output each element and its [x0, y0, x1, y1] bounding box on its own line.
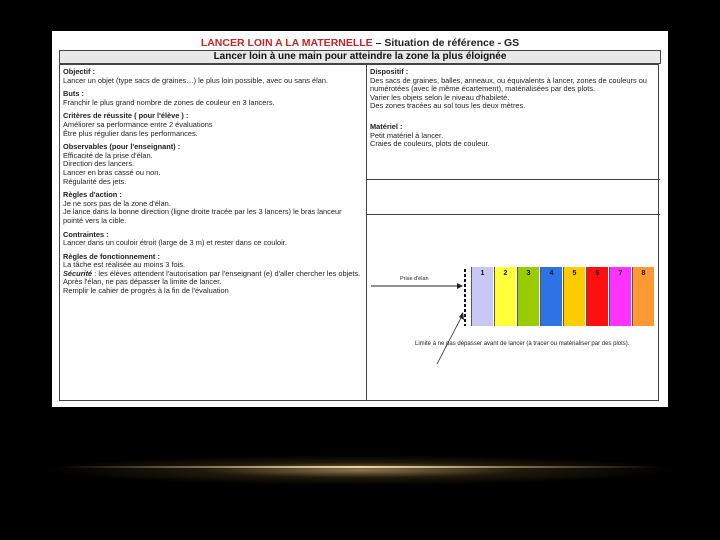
criteres-block — [63, 112, 361, 138]
observables-block — [63, 143, 361, 186]
observables-line: Direction des lancers. — [63, 159, 135, 169]
observables-heading: Observables (pour l'enseignant) : — [63, 142, 181, 152]
zone-4 — [540, 267, 562, 326]
bottom-glow — [40, 455, 680, 485]
zone-number: 2 — [503, 270, 508, 277]
prise-elan-label: Prise d'élan — [400, 276, 429, 282]
buts-block — [63, 90, 361, 107]
buts-heading: Buts : — [63, 89, 84, 99]
contraintes-text: Lancer dans un couloir étroit (large de 3 m) et rester dans ce couloir. — [63, 238, 287, 248]
securite-text: : les élèves attendent l'autorisation par l'enseignant (e) d'aller chercher les objets. — [92, 268, 361, 278]
zone-number: 4 — [549, 270, 554, 277]
zone-2 — [494, 267, 516, 326]
fonctionnement-line: Remplir le cahier de progrès à la fin de l'évaluation — [63, 286, 229, 296]
zone-6 — [586, 267, 608, 326]
elan-arrow-head — [457, 283, 463, 289]
observables-line: Efficacité de la prise d'élan. — [63, 150, 153, 160]
limit-note: Limite à ne pas dépasser avant de lancer (à tracer ou matérialiser par des plots). — [415, 341, 630, 347]
objectif-heading: Objectif : — [63, 67, 96, 76]
observables-line: Lancer en bras cassé ou non. — [63, 167, 161, 177]
row-divider-1 — [366, 179, 660, 180]
regles-action-heading: Règles d'action : — [63, 190, 122, 200]
dispositif-line: Des zones tracées au sol tous les deux mètres. — [370, 101, 526, 111]
buts-text: Franchir le plus grand nombre de zones de couleur en 3 lancers. — [63, 97, 275, 107]
materiel-block — [370, 123, 655, 149]
zone-1 — [471, 267, 493, 326]
zone-5 — [563, 267, 585, 326]
objectif-text: Lancer un objet (type sacs de graines…) le plus loin possible, avec ou sans élan. — [63, 75, 328, 85]
contraintes-block — [63, 231, 361, 248]
throwing-diagram — [367, 214, 658, 400]
zone-7 — [609, 267, 631, 326]
regles-action-block — [63, 191, 361, 225]
materiel-line: Craies de couleurs, plots de couleur. — [370, 139, 490, 149]
fonctionnement-line: La tâche est réalisée au moins 3 fois. — [63, 260, 186, 270]
zone-number: 3 — [526, 270, 531, 277]
securite-label: Sécurité — [63, 268, 93, 278]
dispositif-block — [370, 68, 655, 111]
criteres-line: Être plus régulier dans les performances. — [63, 128, 198, 138]
dispositif-heading: Dispositif : — [370, 67, 409, 76]
fonctionnement-block — [63, 253, 361, 296]
materiel-line: Petit matériel à lancer. — [370, 130, 444, 140]
situation-table — [59, 64, 659, 401]
title-main: LANCER LOIN A LA MATERNELLE — [200, 37, 373, 49]
dispositif-line: Des sacs de graines, balles, anneaux, ou équivalents à lancer, zones de couleurs ou numérotées (avec le même écartement), matérialisées par des plots. — [370, 75, 647, 94]
right-column — [370, 68, 655, 154]
objectif-block — [63, 68, 361, 85]
materiel-heading: Matériel : — [370, 121, 403, 131]
limit-pointer-line — [437, 314, 463, 364]
fonctionnement-heading: Règles de fonctionnement : — [63, 251, 160, 261]
criteres-heading: Critères de réussite ( pour l'élève ) : — [63, 111, 189, 121]
limit-pointer-head — [459, 312, 464, 320]
fonctionnement-line: Après l'élan, ne pas dépasser la limite de lancer. — [63, 277, 222, 287]
zone-number: 8 — [641, 270, 646, 277]
zone-number: 6 — [595, 270, 600, 277]
left-column — [63, 68, 361, 301]
dispositif-line: Varier les objets selon le niveau d'habileté. — [370, 92, 510, 102]
zone-number: 5 — [572, 270, 577, 277]
title-rest: – Situation de référence - GS — [372, 37, 520, 49]
page-title — [52, 37, 668, 49]
criteres-line: Améliorer sa performance entre 2 évaluations — [63, 119, 213, 129]
regles-action-line: Je lance dans la bonne direction (ligne droite tracée par les 3 lancers) le bras lanceur pointé vers la cible. — [63, 207, 342, 225]
regles-action-line: Je ne sors pas de la zone d'élan. — [63, 198, 171, 208]
zone-number: 1 — [480, 270, 485, 277]
page-subtitle: Lancer loin à une main pour atteindre la zone la plus éloignée — [59, 50, 661, 64]
observables-line: Régularité des jets. — [63, 176, 127, 186]
glow-line — [60, 466, 660, 468]
zone-3 — [517, 267, 539, 326]
zone-number: 7 — [618, 270, 623, 277]
document-sheet — [52, 31, 668, 407]
zone-8 — [632, 267, 654, 326]
contraintes-heading: Contraintes : — [63, 229, 109, 239]
